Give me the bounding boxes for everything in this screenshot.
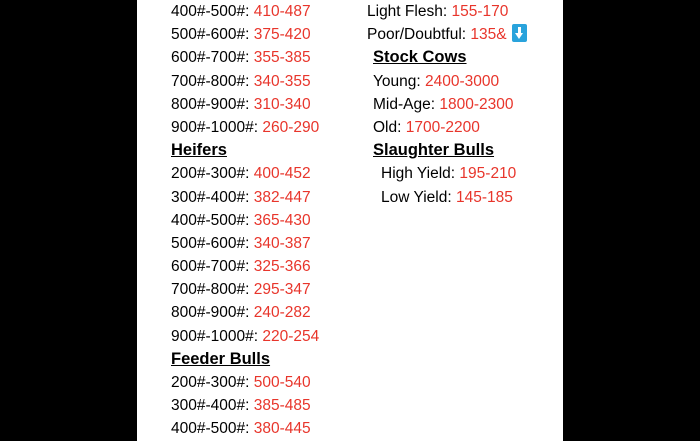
price-value: 220-254: [262, 327, 320, 345]
left-price-column: [163, 0, 363, 441]
price-value: 295-347: [253, 281, 311, 299]
age-label: Old:: [373, 118, 402, 136]
weight-label: 800#-900#:: [171, 304, 250, 322]
list-item: [163, 23, 363, 46]
list-item: [163, 162, 363, 185]
price-value: 135&: [470, 26, 507, 44]
list-item: [163, 186, 363, 209]
age-label: Mid-Age:: [373, 95, 436, 113]
weight-label: 600#-700#:: [171, 258, 250, 276]
price-list-columns: [137, 0, 563, 441]
weight-label: 500#-600#:: [171, 234, 250, 252]
list-item: [163, 371, 363, 394]
weight-label: 800#-900#:: [171, 95, 250, 113]
weight-label: 400#-500#:: [171, 3, 250, 20]
price-value: 1800-2300: [439, 95, 514, 113]
section-heading-label: Slaughter Bulls: [373, 141, 495, 160]
yield-label: Low Yield:: [381, 188, 452, 206]
price-value: 155-170: [451, 3, 509, 20]
section-heading-heifers: [163, 139, 363, 162]
list-item: [359, 23, 559, 46]
price-value: 325-366: [253, 258, 311, 276]
list-item: [359, 116, 559, 139]
price-value: 240-282: [253, 304, 311, 322]
weight-label: 400#-500#:: [171, 211, 250, 229]
weight-label: 700#-800#:: [171, 72, 250, 90]
grade-label: Poor/Doubtful:: [367, 26, 467, 44]
section-heading-label: Heifers: [171, 141, 227, 160]
weight-label: 700#-800#:: [171, 281, 250, 299]
price-value: 260-290: [262, 118, 320, 136]
grade-label: Light Flesh:: [367, 3, 448, 20]
price-value: 355-385: [253, 49, 311, 67]
weight-label: 300#-400#:: [171, 188, 250, 206]
section-heading-label: Feeder Bulls: [171, 349, 271, 368]
price-value: 400-452: [253, 165, 311, 183]
list-item: [163, 209, 363, 232]
price-value: 500-540: [253, 374, 311, 391]
list-item: [163, 93, 363, 116]
price-value: 1700-2200: [405, 118, 480, 136]
price-value: 2400-3000: [425, 72, 500, 90]
price-value: 375-420: [253, 26, 311, 44]
right-price-column: [359, 0, 559, 209]
weight-label: 600#-700#:: [171, 49, 250, 67]
price-value: 145-185: [455, 188, 513, 206]
list-item: [359, 186, 559, 209]
price-value: 365-430: [253, 211, 311, 229]
price-value: 380-445: [253, 420, 311, 438]
weight-label: 300#-400#:: [171, 397, 250, 415]
list-item: [163, 394, 363, 417]
list-item: [163, 46, 363, 69]
weight-label: 500#-600#:: [171, 26, 250, 44]
list-item: [163, 232, 363, 255]
weight-label: 200#-300#:: [171, 165, 250, 183]
list-item: [359, 0, 559, 23]
section-heading-label: Stock Cows: [373, 48, 467, 67]
list-item: [359, 70, 559, 93]
age-label: Young:: [373, 72, 421, 90]
list-item: [163, 325, 363, 348]
price-value: 385-485: [253, 397, 311, 415]
list-item: [163, 116, 363, 139]
list-item: [163, 278, 363, 301]
section-heading-feeder-bulls: [163, 348, 363, 371]
list-item: [163, 255, 363, 278]
price-value: 410-487: [253, 3, 311, 20]
section-heading-stock-cows: [359, 46, 559, 69]
weight-label: 900#-1000#:: [171, 327, 259, 345]
price-value: 340-355: [253, 72, 311, 90]
list-item: [163, 301, 363, 324]
yield-label: High Yield:: [381, 165, 456, 183]
price-value: 310-340: [253, 95, 311, 113]
list-item: [163, 0, 363, 23]
section-heading-slaughter-bulls: [359, 139, 559, 162]
weight-label: 900#-1000#:: [171, 118, 259, 136]
document-page: [137, 0, 563, 441]
list-item: [163, 70, 363, 93]
price-value: 340-387: [253, 234, 311, 252]
weight-label: 400#-500#:: [171, 420, 250, 438]
price-value: 195-210: [459, 165, 517, 183]
list-item: [163, 417, 363, 440]
list-item: [359, 162, 559, 185]
price-value: 382-447: [253, 188, 311, 206]
down-arrow-icon: [512, 24, 527, 42]
list-item: [359, 93, 559, 116]
weight-label: 200#-300#:: [171, 374, 250, 391]
